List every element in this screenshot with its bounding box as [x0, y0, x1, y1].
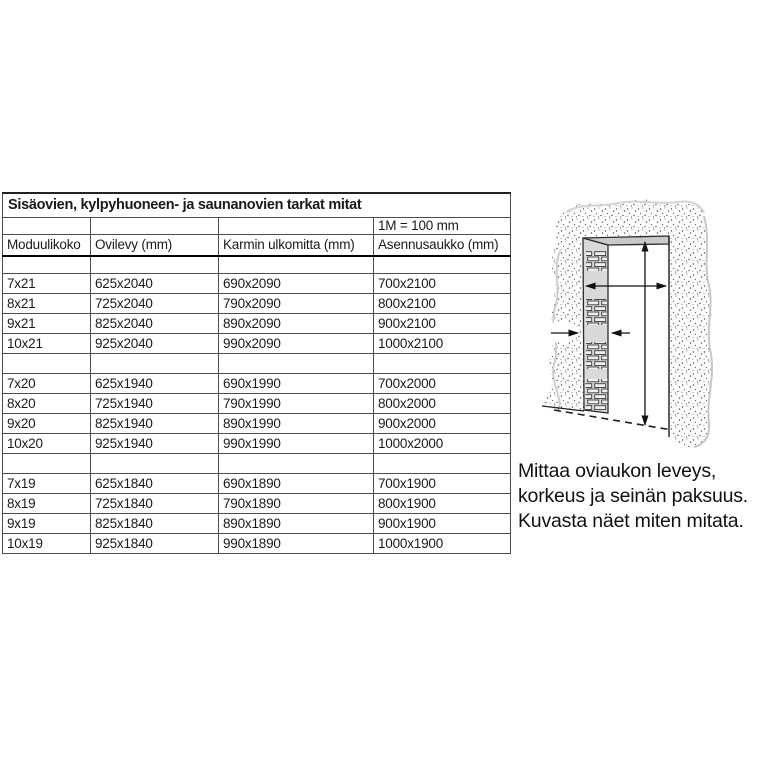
table-row: [3, 533, 511, 553]
cell-asennusaukko: 800x2100: [374, 293, 511, 313]
cell-asennusaukko: 1000x2000: [374, 433, 511, 453]
empty-cell: [219, 217, 374, 234]
wall-jamb: [583, 238, 608, 413]
cell-moduulikoko: 9x21: [3, 313, 91, 333]
cell-ovilevy: [91, 256, 219, 273]
cell-ovilevy: 925x1940: [91, 433, 219, 453]
cell-asennusaukko: [374, 353, 511, 373]
brick-patch: [586, 251, 607, 271]
unit-note: 1M = 100 mm: [374, 217, 511, 234]
table-row: [3, 293, 511, 313]
cell-asennusaukko: 700x2000: [374, 373, 511, 393]
col-header-karmin-ulkomitta: Karmin ulkomitta (mm): [219, 234, 374, 256]
cell-moduulikoko: 7x21: [3, 273, 91, 293]
cell-karmi: 990x1890: [219, 533, 374, 553]
table-row: [3, 313, 511, 333]
table-row: [3, 273, 511, 293]
cell-ovilevy: 725x1940: [91, 393, 219, 413]
cell-moduulikoko: 8x19: [3, 493, 91, 513]
cell-asennusaukko: 1000x2100: [374, 333, 511, 353]
cell-moduulikoko: [3, 256, 91, 273]
cell-moduulikoko: 9x20: [3, 413, 91, 433]
cell-asennusaukko: 800x2000: [374, 393, 511, 413]
cell-asennusaukko: 900x1900: [374, 513, 511, 533]
cell-asennusaukko: 800x1900: [374, 493, 511, 513]
table-row: [3, 513, 511, 533]
cell-moduulikoko: [3, 453, 91, 473]
brick-patch: [586, 342, 607, 369]
cell-asennusaukko: 1000x1900: [374, 533, 511, 553]
cell-ovilevy: 625x2040: [91, 273, 219, 293]
table-row: [3, 413, 511, 433]
cell-karmi: 890x1990: [219, 413, 374, 433]
cell-ovilevy: [91, 353, 219, 373]
cell-ovilevy: [91, 453, 219, 473]
cell-moduulikoko: 10x21: [3, 333, 91, 353]
col-header-ovilevy: Ovilevy (mm): [91, 234, 219, 256]
cell-karmi: 890x2090: [219, 313, 374, 333]
cell-karmi: 690x1990: [219, 373, 374, 393]
cell-karmi: 890x1890: [219, 513, 374, 533]
cell-asennusaukko: 900x2000: [374, 413, 511, 433]
cell-ovilevy: 825x2040: [91, 313, 219, 333]
cell-moduulikoko: 10x20: [3, 433, 91, 453]
cell-ovilevy: 625x1940: [91, 373, 219, 393]
cell-moduulikoko: 7x19: [3, 473, 91, 493]
table-row: [3, 433, 511, 453]
empty-cell: [3, 217, 91, 234]
cell-ovilevy: 625x1840: [91, 473, 219, 493]
table-row: [3, 473, 511, 493]
cell-moduulikoko: [3, 353, 91, 373]
unit-note-row: [3, 217, 511, 234]
cell-asennusaukko: [374, 256, 511, 273]
cell-karmi: 790x1890: [219, 493, 374, 513]
cell-moduulikoko: 7x20: [3, 373, 91, 393]
cell-karmi: [219, 353, 374, 373]
cell-moduulikoko: 8x21: [3, 293, 91, 313]
cell-karmi: 790x1990: [219, 393, 374, 413]
table-row: [3, 393, 511, 413]
cell-ovilevy: 825x1940: [91, 413, 219, 433]
caption-line: Kuvasta näet miten mitata.: [518, 510, 744, 532]
door-sizes-table: [2, 192, 510, 554]
table-row: [3, 493, 511, 513]
table-title-row: [3, 193, 511, 217]
brick-patch: [586, 299, 607, 325]
cell-asennusaukko: [374, 453, 511, 473]
cell-ovilevy: 925x1840: [91, 533, 219, 553]
cell-asennusaukko: 700x1900: [374, 473, 511, 493]
cell-ovilevy: 825x1840: [91, 513, 219, 533]
cell-karmi: [219, 256, 374, 273]
door-measurement-illustration: [538, 196, 718, 454]
cell-karmi: 690x1890: [219, 473, 374, 493]
cell-moduulikoko: 10x19: [3, 533, 91, 553]
table-title: Sisäovien, kylpyhuoneen- ja saunanovien tarkat mitat: [3, 193, 511, 217]
table-row: [3, 353, 511, 373]
cell-ovilevy: 925x2040: [91, 333, 219, 353]
cell-ovilevy: 725x1840: [91, 493, 219, 513]
brick-patch: [586, 379, 608, 410]
col-header-asennusaukko: Asennusaukko (mm): [374, 234, 511, 256]
cell-karmi: 790x2090: [219, 293, 374, 313]
cell-karmi: 690x2090: [219, 273, 374, 293]
table-row: [3, 453, 511, 473]
table-row: [3, 373, 511, 393]
table-row: [3, 256, 511, 273]
cell-karmi: [219, 453, 374, 473]
empty-cell: [91, 217, 219, 234]
table-header-row: [3, 234, 511, 256]
cell-moduulikoko: 8x20: [3, 393, 91, 413]
table-row: [3, 333, 511, 353]
cell-ovilevy: 725x2040: [91, 293, 219, 313]
caption-line: korkeus ja seinän paksuus.: [518, 485, 749, 507]
cell-asennusaukko: 900x2100: [374, 313, 511, 333]
cell-karmi: 990x2090: [219, 333, 374, 353]
cell-asennusaukko: 700x2100: [374, 273, 511, 293]
cell-moduulikoko: 9x19: [3, 513, 91, 533]
cell-karmi: 990x1990: [219, 433, 374, 453]
door-sizes-grid: [2, 192, 511, 554]
measurement-caption: [518, 459, 759, 534]
col-header-moduulikoko: Moduulikoko: [3, 234, 91, 256]
caption-line: Mittaa oviaukon leveys,: [518, 460, 717, 482]
